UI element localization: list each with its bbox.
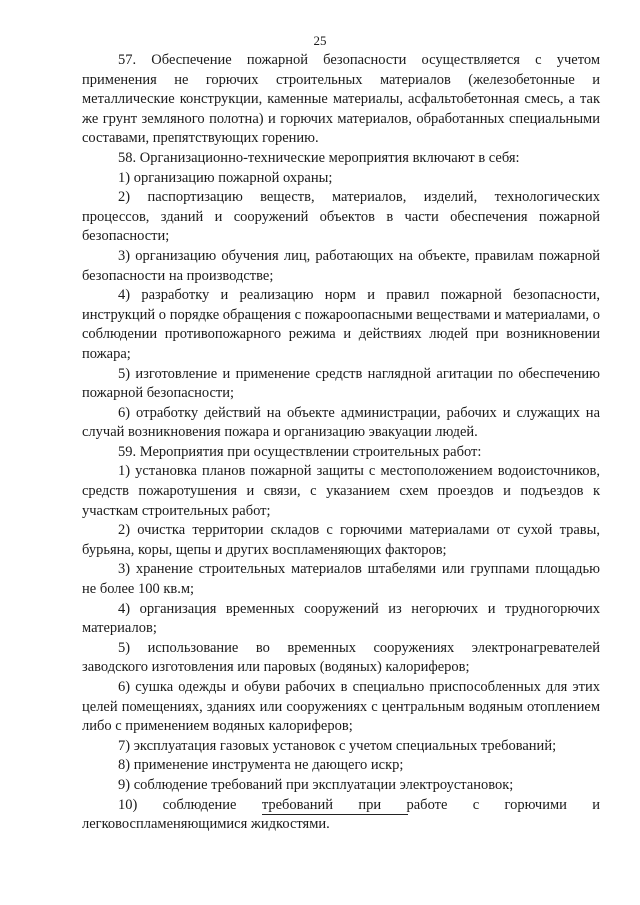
list-item-59-7: 7) эксплуатация газовых установок с учетом специальных требований; xyxy=(118,737,557,754)
list-item-59-1: 1) установка планов пожарной защиты с местоположением водоисточников, средств пожаротушения и связи, с указанием схем проездов и подъездов к участкам строительных работ; xyxy=(82,463,600,519)
list-item-59-6: 6) сушка одежды и обуви рабочих в специально приспособленных для этих целей помещениях, зданиях или сооружениях с центральным водяным отоплением либо с применением водяных калориферов; xyxy=(82,679,600,735)
list-item-58-1: 1) организацию пожарной охраны; xyxy=(118,169,333,186)
list-item-59-3: 3) хранение строительных материалов штабелями или группами площадью не более 100 кв.м; xyxy=(82,561,600,598)
paragraph-57: 57. Обеспечение пожарной безопасности осуществляется с учетом применения не горючих строительных материалов (железобетонные и металлические конструкции, каменные материалы, асфальтобетонная смесь, а так же грунт земляного полотна) и горючих материалов, обработанных специальными составами, препятствующих горению. xyxy=(82,52,600,147)
list-item-59-4: 4) организация временных сооружений из негорючих и трудногорючих материалов; xyxy=(82,600,600,637)
list-item-58-2: 2) паспортизацию веществ, материалов, изделий, технологических процессов, зданий и сооружений объектов в части обеспечения пожарной безопасности; xyxy=(82,189,600,245)
list-item-58-5: 5) изготовление и применение средств наглядной агитации по обеспечению пожарной безопасности; xyxy=(82,365,600,402)
list-item-59-2: 2) очистка территории складов с горючими материалами от сухой травы, бурьяна, коры, щепы и других воспламеняющих факторов; xyxy=(82,522,600,558)
list-item-58-4: 4) разработку и реализацию норм и правил пожарной безопасности, инструкций о порядке обращения с пожароопасными веществами и материалами, о соблюдении противопожарного режима и действиях людей при возникновении пожара; xyxy=(82,287,600,362)
end-divider-line xyxy=(262,814,408,815)
list-item-59-10: 10) соблюдение требований при работе с горючими и легковоспламеняющимися жидкостями. xyxy=(82,796,600,833)
paragraph-58-heading: 58. Организационно-технические мероприятия включают в себя: xyxy=(118,149,520,166)
paragraph-59-heading: 59. Мероприятия при осуществлении строительных работ: xyxy=(118,443,482,460)
list-item-58-6: 6) отработку действий на объекте администрации, рабочих и служащих на случай возникновения пожара и организацию эвакуации людей. xyxy=(82,404,600,441)
page-number: 25 xyxy=(313,33,327,48)
list-item-59-9: 9) соблюдение требований при эксплуатации электроустановок; xyxy=(118,776,514,793)
document-body xyxy=(82,51,600,835)
list-item-58-3: 3) организацию обучения лиц, работающих на объекте, правилам пожарной безопасности на производстве; xyxy=(82,247,600,284)
list-item-59-8: 8) применение инструмента не дающего искр; xyxy=(118,757,404,774)
list-item-59-5: 5) использование во временных сооружениях электронагревателей заводского изготовления или паровых (водяных) калориферов; xyxy=(82,639,600,676)
